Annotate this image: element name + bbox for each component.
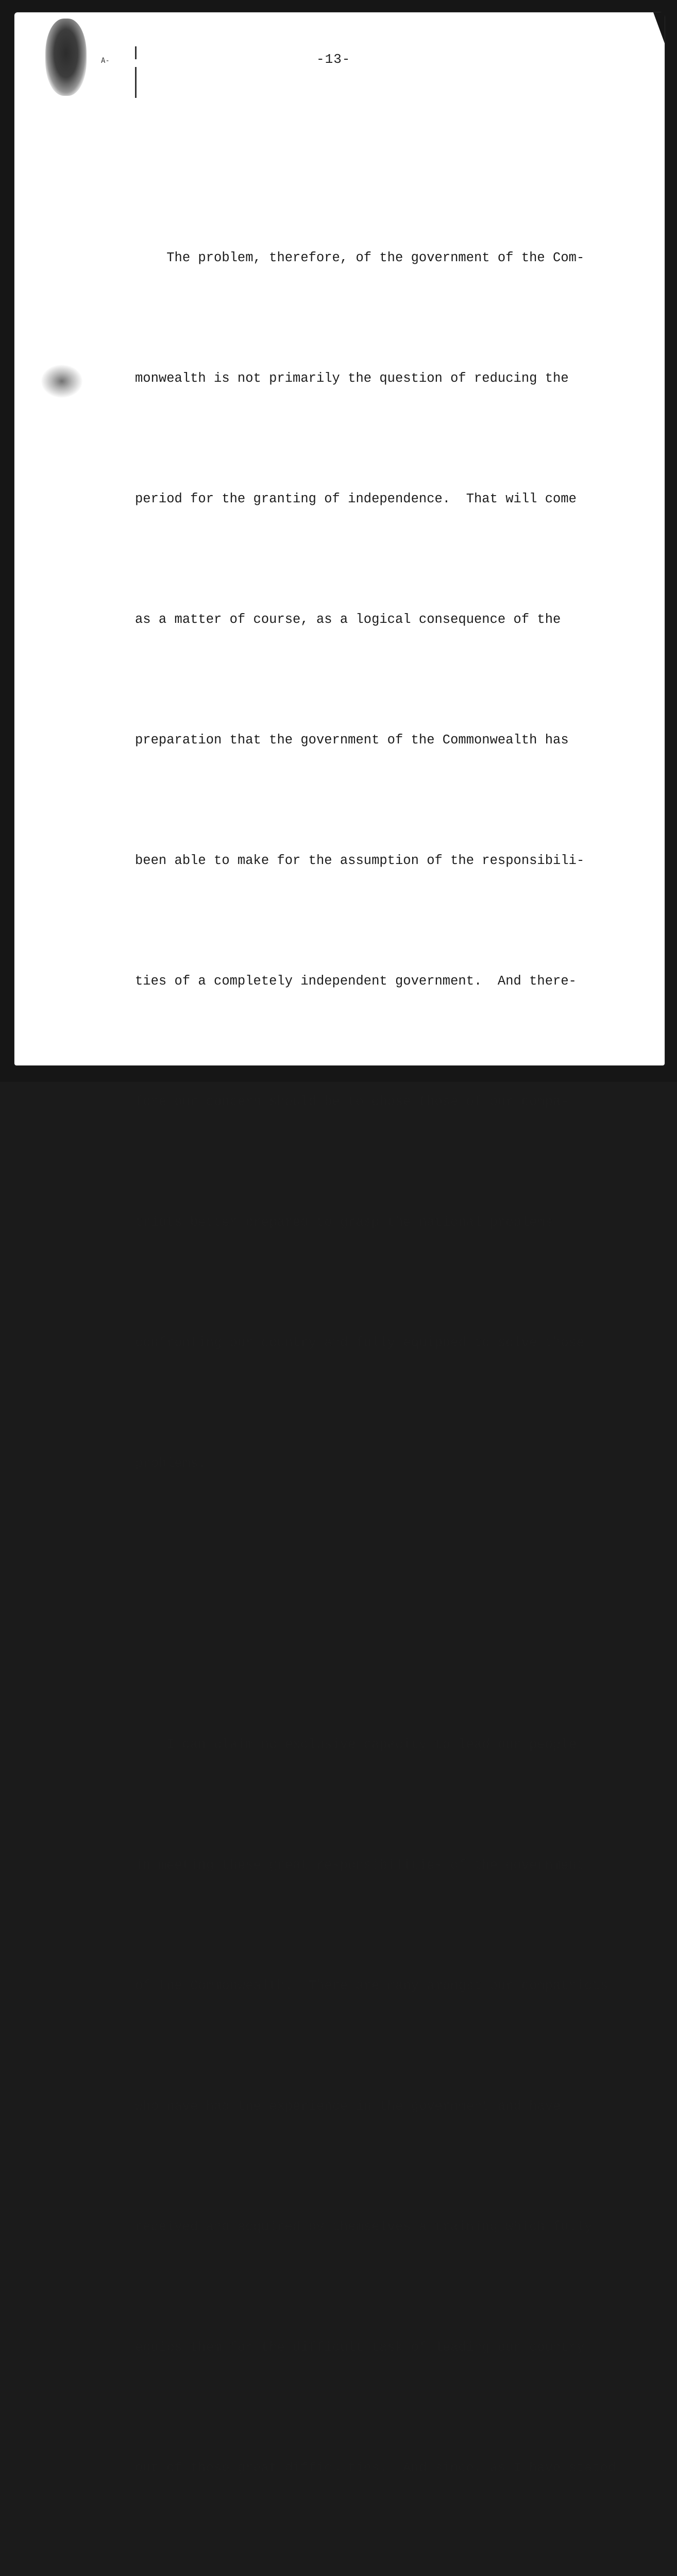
text-line: as a matter of course, as a logical consequence of the xyxy=(135,612,561,627)
paragraph-2 xyxy=(135,1645,640,2576)
ink-smudge xyxy=(45,19,87,96)
text-line: monwealth is not primarily the question of reducing the xyxy=(135,371,569,386)
margin-mark: A- xyxy=(101,57,110,65)
text-line: I can claim no exclusive capacity to lead our people xyxy=(135,1737,577,1752)
body-text xyxy=(135,77,640,2576)
text-line: fore our concern should be to chose those of our compa- xyxy=(135,1094,569,1109)
text-line: equips them for the difficult task of leading our country xyxy=(135,2340,585,2355)
paragraph-1 xyxy=(135,158,640,1564)
page-number: -13- xyxy=(316,52,351,67)
text-line: been able to make for the assumption of the responsibili- xyxy=(135,853,585,868)
text-line: out of these great difficulties. And since, as I have stated xyxy=(135,2461,616,2476)
text-line: of the Commonwealth. There are many amongst our compatriots xyxy=(135,1978,608,1993)
text-line: in meeting these great responsibilities of the government xyxy=(135,1858,585,1873)
text-line: period for the granting of independence. That will come xyxy=(135,492,577,506)
text-line: ties of a completely independent government. And there- xyxy=(135,974,577,989)
text-line xyxy=(135,2569,640,2576)
text-line: preparation that the government of the Commonwealth has xyxy=(135,733,569,748)
text-line: received and acquired by themselves a training which fully xyxy=(135,2219,593,2234)
text-line: problems. xyxy=(135,1456,206,1471)
stain-speckle xyxy=(41,365,82,398)
text-line: The problem, therefore, of the government of the Com- xyxy=(135,250,585,265)
text-line: confronting our country and fully equipped to solve those xyxy=(135,1335,585,1350)
text-line: who have had the experience in the government and have xyxy=(135,2099,561,2114)
text-line: triots better prepared to grasp the national problems xyxy=(135,1215,553,1230)
torn-corner xyxy=(653,12,665,43)
